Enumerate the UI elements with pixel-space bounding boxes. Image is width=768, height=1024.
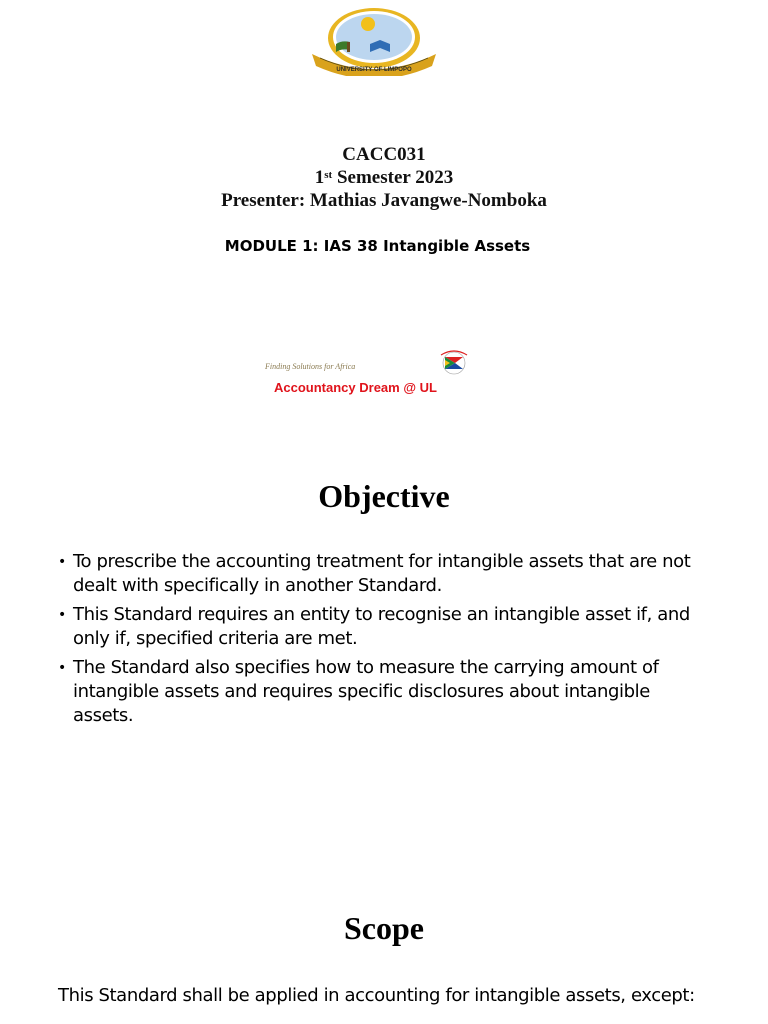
- university-logo-icon: [306, 4, 442, 76]
- bullet-item: • This Standard requires an entity to recognise an intangible asset if, and only if, specified criteria are met.: [55, 603, 705, 651]
- bullet-item: • The Standard also specifies how to measure the carrying amount of intangible assets and requires specific disclosures about intangible assets.: [55, 656, 705, 728]
- title-slide: [0, 0, 768, 440]
- scope-slide: [0, 860, 768, 1024]
- objective-bullets: [55, 550, 705, 733]
- scope-text: This Standard shall be applied in accounting for intangible assets, except:: [58, 985, 695, 1006]
- semester-number: 1: [314, 167, 325, 188]
- course-code: CACC031: [342, 144, 426, 165]
- presenter: Presenter: Mathias Javangwe-Nomboka: [221, 190, 547, 211]
- semester-rest: Semester 2023: [332, 167, 454, 188]
- module-title: MODULE 1: IAS 38 Intangible Assets: [224, 237, 531, 255]
- scope-heading: Scope: [344, 910, 424, 946]
- objective-slide: [0, 440, 768, 860]
- semester-suffix: st: [324, 169, 333, 181]
- objective-heading: Objective: [318, 478, 450, 514]
- flag-badge-icon: [437, 349, 471, 375]
- bullet-item: • To prescribe the accounting treatment for intangible assets that are not dealt with specifically in another Standard.: [55, 550, 705, 598]
- logo-text: UNIVERSITY OF LIMPOPO: [336, 67, 412, 73]
- tagline: Finding Solutions for Africa: [265, 362, 356, 371]
- semester-line: [0, 167, 768, 189]
- program-title: Accountancy Dream @ UL: [274, 380, 437, 395]
